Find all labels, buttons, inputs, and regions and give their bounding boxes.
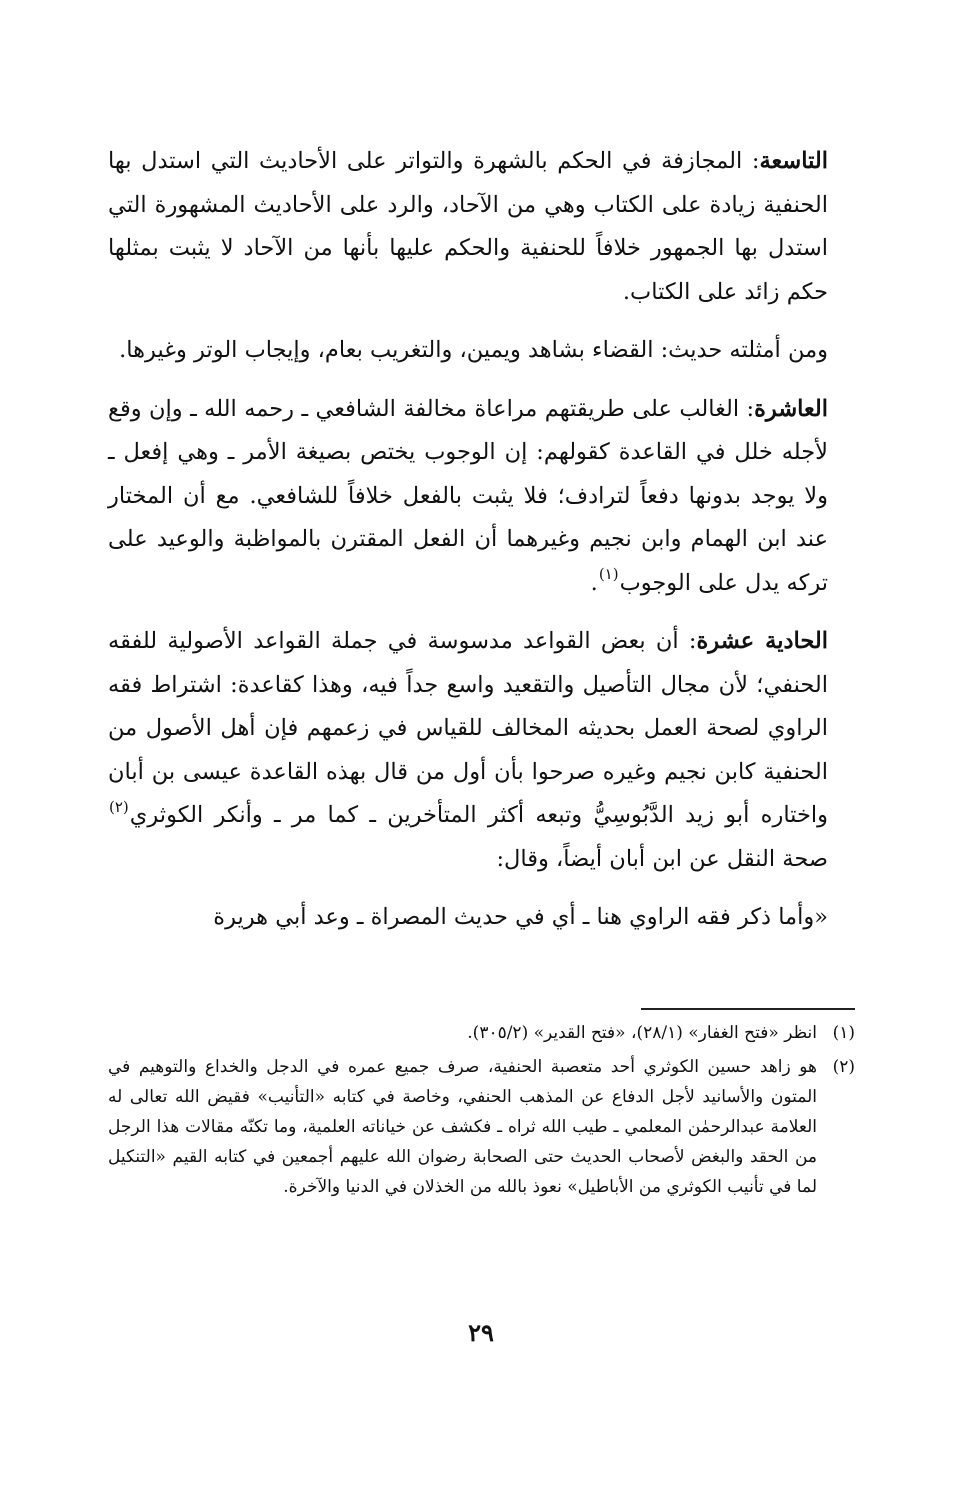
paragraph-lead: العاشرة <box>754 395 828 422</box>
paragraph-ninth <box>108 140 828 314</box>
paragraph-text-end: . <box>590 569 598 596</box>
paragraph-eleventh <box>108 620 828 881</box>
footnotes <box>108 1018 855 1206</box>
paragraph-tenth <box>108 388 828 606</box>
footnote-number: (١) <box>832 1023 855 1043</box>
paragraph-text: ومن أمثلته حديث: القضاء بشاهد ويمين، والتغريب بعام، وإيجاب الوتر وغيرها. <box>119 337 828 363</box>
footnote-text: انظر «فتح الغفار» (٢٨/١)، «فتح القدير» (٣٠٥/٢). <box>467 1023 817 1043</box>
paragraph-text-end: صحة النقل عن ابن أبان أيضاً، وقال: <box>496 845 828 872</box>
paragraph-quote-start <box>108 896 828 940</box>
paragraph-lead: التاسعة <box>759 148 828 174</box>
paragraph-text: : الغالب على طريقتهم مراعاة مخالفة الشافعي ـ رحمه الله ـ وإن وقع لأجله خلل في القاعدة كقولهم: إن الوجوب يختص بصيغة الأمر ـ وهي إفعل ـ ولا يوجد بدونها دفعاً لترادف؛ فلا يثبت بالفعل خلافاً للشافعي. مع أن المختار عند ابن الهمام وابن نجيم وغيرهما أن الفعل المقترن بالمواظبة والوعيد على تركه يدل على الوجوب <box>108 395 828 596</box>
footnote-item <box>108 1052 855 1202</box>
paragraph-text: : المجازفة في الحكم بالشهرة والتواتر على الأحاديث التي استدل بها الحنفية زيادة على الكتاب وهي من الآحاد، والرد على الأحاديث المشهورة التي استدل بها الجمهور خلافاً للحنفية والحكم عليها بأنها من الآحاد لا يثبت بمثلها حكم زائد على الكتاب. <box>108 148 828 305</box>
footnote-item <box>108 1018 855 1048</box>
paragraph-examples <box>108 329 828 373</box>
footnote-text: هو زاهد حسين الكوثري أحد متعصبة الحنفية، صرف جميع عمره في الدجل والخداع والتوهيم في المتون والأسانيد لأجل الدفاع عن المذهب الحنفي، وخاصة في كتابه «التأنيب» فقيض الله تعالى له العلامة عبدالرحمٰن المعلمي ـ طيب الله ثراه ـ فكشف عن خياناته العلمية، وما تكنّه مقالات هذا الرجل من الحقد والبغض لأصحاب الحديث حتى الصحابة رضوان الله عليهم أجمعين في كتابه القيم «التنكيل لما في تأنيب الكوثري من الأباطيل» نعوذ بالله من الخذلان في الدنيا والآخرة. <box>108 1057 817 1197</box>
page-number: ٢٩ <box>468 1318 494 1347</box>
footnote-marker[interactable]: (٢) <box>109 797 129 816</box>
paragraph-text: «وأما ذكر فقه الراوي هنا ـ أي في حديث المصراة ـ وعد أبي هريرة <box>213 904 828 930</box>
paragraph-lead: الحادية عشرة <box>696 628 828 654</box>
footnote-number: (٢) <box>832 1057 855 1077</box>
main-text <box>108 140 828 955</box>
footnote-divider <box>641 1008 855 1010</box>
paragraph-text: : أن بعض القواعد مدسوسة في جملة القواعد الأصولية للفقه الحنفي؛ لأن مجال التأصيل والتقعيد واسع جداً فيه، وهذا كقاعدة: اشتراط فقه الراوي لصحة العمل بحديثه المخالف للقياس في زعمهم فإن أهل الأصول من الحنفية كابن نجيم وغيره صرحوا بأن أول من قال بهذه القاعدة عيسى بن أبان واختاره أبو زيد الدَّبُوسِيُّ وتبعه أكثر المتأخرين ـ كما مر ـ وأنكر الكوثري <box>108 628 828 828</box>
footnote-marker[interactable]: (١) <box>598 565 619 583</box>
